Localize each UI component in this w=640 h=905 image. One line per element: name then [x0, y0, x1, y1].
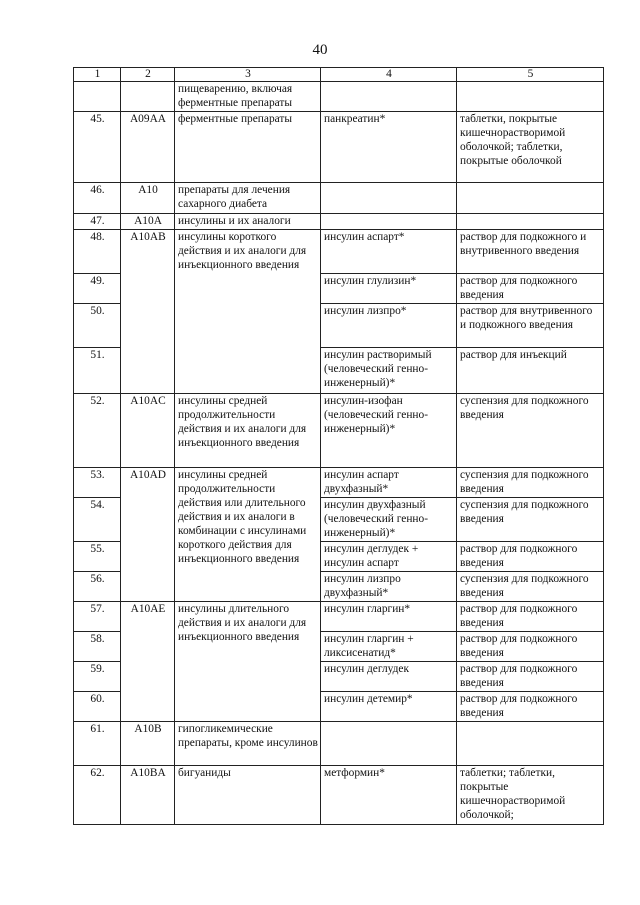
atc-code-cell: A10BA [121, 766, 175, 825]
drug-cell [321, 82, 457, 112]
form-cell: раствор для инъекций [457, 348, 604, 394]
atc-code-cell: A10 [121, 183, 175, 214]
drug-cell: инсулин деглудек [321, 662, 457, 692]
table-row [74, 183, 604, 214]
column-header: 5 [457, 68, 604, 82]
group-cell: препараты для лечения сахарного диабета [175, 183, 321, 214]
atc-code-cell: A10AE [121, 602, 175, 722]
form-cell: раствор для подкожного введения [457, 274, 604, 304]
row-number-cell: 56. [74, 572, 121, 602]
row-number-cell: 55. [74, 542, 121, 572]
form-cell: раствор для внутривенного и подкожного введения [457, 304, 604, 348]
form-cell: раствор для подкожного введения [457, 692, 604, 722]
table-row [74, 112, 604, 183]
row-number-cell: 53. [74, 468, 121, 498]
table-row [74, 602, 604, 632]
column-header: 3 [175, 68, 321, 82]
column-header: 2 [121, 68, 175, 82]
drug-cell: инсулин аспарт* [321, 230, 457, 274]
table-row [74, 722, 604, 766]
drug-cell: инсулин гларгин* [321, 602, 457, 632]
drug-cell: инсулин деглудек + инсулин аспарт [321, 542, 457, 572]
form-cell: таблетки; таблетки, покрытые кишечнорастворимой оболочкой; [457, 766, 604, 825]
drug-cell: инсулин глулизин* [321, 274, 457, 304]
row-number-cell: 49. [74, 274, 121, 304]
atc-code-cell: A10AD [121, 468, 175, 602]
table-row [74, 766, 604, 825]
drug-cell: инсулин аспарт двухфазный* [321, 468, 457, 498]
form-cell: раствор для подкожного введения [457, 632, 604, 662]
form-cell: таблетки, покрытые кишечнорастворимой оболочкой; таблетки, покрытые оболочкой [457, 112, 604, 183]
page-number: 40 [312, 42, 328, 58]
drug-cell: инсулин двухфазный (человеческий генно-инженерный)* [321, 498, 457, 542]
row-number-cell: 62. [74, 766, 121, 825]
row-number-cell: 61. [74, 722, 121, 766]
row-number-cell: 47. [74, 214, 121, 230]
table-header-row [74, 68, 604, 82]
form-cell [457, 214, 604, 230]
row-number-cell: 54. [74, 498, 121, 542]
table-row [74, 394, 604, 468]
group-cell: инсулины средней продолжительности действия или длительного действия и их аналоги в комбинации с инсулинами короткого действия для инъекционного введения [175, 468, 321, 602]
form-cell: суспензия для подкожного введения [457, 572, 604, 602]
row-number-cell: 48. [74, 230, 121, 274]
form-cell [457, 82, 604, 112]
drug-cell: панкреатин* [321, 112, 457, 183]
row-number-cell [74, 82, 121, 112]
group-cell: инсулины длительного действия и их аналоги для инъекционного введения [175, 602, 321, 722]
drug-cell: метформин* [321, 766, 457, 825]
form-cell: суспензия для подкожного введения [457, 394, 604, 468]
drug-cell [321, 183, 457, 214]
atc-code-cell: A10A [121, 214, 175, 230]
row-number-cell: 58. [74, 632, 121, 662]
table-row [74, 82, 604, 112]
drug-cell: инсулин детемир* [321, 692, 457, 722]
group-cell: инсулины короткого действия и их аналоги для инъекционного введения [175, 230, 321, 394]
table-row [74, 468, 604, 498]
atc-code-cell: A10B [121, 722, 175, 766]
group-cell: бигуаниды [175, 766, 321, 825]
form-cell: суспензия для подкожного введения [457, 468, 604, 498]
drug-cell [321, 214, 457, 230]
drug-cell: инсулин гларгин + ликсисенатид* [321, 632, 457, 662]
drug-cell: инсулин лизпро* [321, 304, 457, 348]
row-number-cell: 50. [74, 304, 121, 348]
column-header: 4 [321, 68, 457, 82]
row-number-cell: 51. [74, 348, 121, 394]
atc-code-cell [121, 82, 175, 112]
row-number-cell: 60. [74, 692, 121, 722]
drug-cell: инсулин лизпро двухфазный* [321, 572, 457, 602]
drug-table [73, 67, 604, 825]
row-number-cell: 45. [74, 112, 121, 183]
group-cell: инсулины средней продолжительности действия и их аналоги для инъекционного введения [175, 394, 321, 468]
drug-cell [321, 722, 457, 766]
atc-code-cell: A10AC [121, 394, 175, 468]
group-cell: пищеварению, включая ферментные препараты [175, 82, 321, 112]
form-cell: раствор для подкожного введения [457, 602, 604, 632]
group-cell: ферментные препараты [175, 112, 321, 183]
form-cell [457, 183, 604, 214]
row-number-cell: 57. [74, 602, 121, 632]
form-cell [457, 722, 604, 766]
column-header: 1 [74, 68, 121, 82]
group-cell: инсулины и их аналоги [175, 214, 321, 230]
form-cell: раствор для подкожного введения [457, 542, 604, 572]
drug-cell: инсулин растворимый (человеческий генно-инженерный)* [321, 348, 457, 394]
form-cell: раствор для подкожного введения [457, 662, 604, 692]
row-number-cell: 46. [74, 183, 121, 214]
row-number-cell: 59. [74, 662, 121, 692]
group-cell: гипогликемические препараты, кроме инсулинов [175, 722, 321, 766]
table-row [74, 214, 604, 230]
form-cell: суспензия для подкожного введения [457, 498, 604, 542]
atc-code-cell: A10AB [121, 230, 175, 394]
drug-cell: инсулин-изофан (человеческий генно-инженерный)* [321, 394, 457, 468]
atc-code-cell: A09AA [121, 112, 175, 183]
table-row [74, 230, 604, 274]
form-cell: раствор для подкожного и внутривенного введения [457, 230, 604, 274]
row-number-cell: 52. [74, 394, 121, 468]
